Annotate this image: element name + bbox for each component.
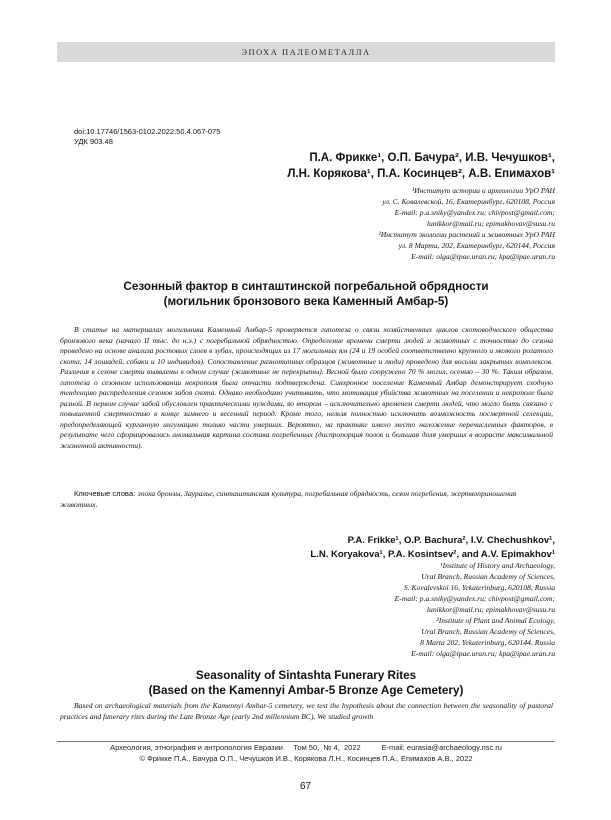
title-line: Сезонный фактор в синташтинской погребальной обрядности	[123, 280, 489, 293]
authors-line: P.A. Frikke¹, O.P. Bachura², I.V. Chechushkov¹,	[347, 535, 555, 546]
copyright: © Фрикке П.А., Бачура О.П., Чечушков И.В., Корякова Л.Н., Косинцев П.А., Епимахов А.В., 2022	[139, 753, 473, 763]
affiliation-line: ул. С. Ковалевской, 16, Екатеринбург, 620108, Россия	[382, 197, 555, 206]
affiliation-line: ²Институт экологии растений и животных УрО РАН	[378, 230, 555, 239]
affiliations-en	[395, 560, 555, 659]
affiliation-line: E-mail: p.a.sniky@yandex.ru; chivpost@gmail.com;	[394, 594, 555, 603]
affiliations-ru	[379, 185, 555, 262]
authors-line: Л.Н. Корякова¹, П.А. Косинцев², А.В. Епимахов¹	[287, 168, 555, 180]
affiliation-line: E-mail: olga@ipae.uran.ru; kpa@ipae.uran.ru	[411, 252, 555, 261]
article-title-ru	[57, 279, 555, 309]
udc-code: УДК 903.48	[74, 137, 113, 146]
affiliation-line: S. Kovalevskoi 16, Yekaterinburg, 620108, Russia	[403, 583, 555, 592]
abstract-en: Based on archaeological materials from the Kamennyi Ambar-5 cemetery, we test the hypothesis about the connection between the seasonality of pastoral practices and funerary rites during the Late Bronze Age (early 2nd millennium BC). We studied growth	[60, 701, 553, 721]
keywords-label: Ключевые слова:	[74, 489, 136, 498]
affiliation-line: ²Institute of Plant and Animal Ecology,	[436, 616, 555, 625]
page-footer	[57, 743, 555, 764]
authors-ru	[287, 150, 555, 182]
keywords-text: эпоха бронзы, Зауралье, синташтинская культура, погребальная обрядность, сезон погребения, жертвоприношения животных.	[60, 489, 517, 509]
authors-en	[310, 534, 555, 562]
footer-divider	[57, 741, 555, 742]
affiliation-line: Ural Branch, Russian Academy of Sciences,	[421, 627, 555, 636]
affiliation-line: lunikkor@mail.ru; epimakhovav@susu.ru	[426, 219, 555, 228]
affiliation-line: Ural Branch, Russian Academy of Sciences,	[421, 572, 555, 581]
article-identifiers	[74, 127, 220, 147]
section-banner: ЭПОХА ПАЛЕОМЕТАЛЛА	[57, 42, 555, 62]
affiliation-line: ул. 8 Марта, 202, Екатеринбург, 620144, Россия	[398, 241, 555, 250]
abstract-ru: В статье на материалах могильника Каменный Амбар-5 проверяется гипотеза о связи хозяйственных циклов скотоводческого общества бронзового века (начало II тыс. до н.э.) с погребальной обрядностью. Определение времени смерти людей и животных с точностью до сезона проведено на основе анализа ростовых слоев в зубах, происходящих из 17 могильных ям (24 и 19 особей соответственно крупного и мелкого рогатого скота, 14 лошадей, собаки и 10 индивидов). Сопоставление разнотипных образцов (животные и люди) проведено для восьми закрытых комплексов. Различия в сезоне смерти выявлены в одном случае (животные не перекрыты). Весной было сооружено 70 % могил, осенью – 30 %. Таким образом, гипотеза о сезонном использовании некрополя была отчасти подтверждена. Синхронное поселение Каменный Амбар демонстрирует сходную тенденцию распределения сезонов забоя скота. Однако необходимо учитывать, что мотивация убийства животных на поселении и некрополе была разной. В первом случае забой обусловлен практическими нуждами, во втором – исключительно временем смерти людей, что могло быть связано с повышенной смертностью в конце зимнего и весенний период. Кроме того, нельзя полностью исключить возможность посмертной селекции, предопределяющей курганную ингумацию только части умерших. Вероятно, на практике имело место наложение перечисленных факторов, в результате чего сформировалась аномальная картина состава погребенных (диспропорция полов и большая доля умерших в возрасте максимальной жизненной активности).	[60, 325, 553, 450]
journal-info: Археология, этнография и антропология Евразии Том 50, № 4, 2022 E-mail: eurasia@archaeology.nsc.ru	[110, 743, 502, 752]
doi: doi:10.17746/1563-0102.2022.50.4.067-075	[74, 127, 221, 136]
affiliation-line: E-mail: olga@ipae.uran.ru; kpa@ipae.uran.ru	[411, 649, 555, 658]
affiliation-line: ¹Институт истории и археологии УрО РАН	[411, 186, 555, 195]
title-line: (могильник бронзового века Каменный Амбар-5)	[163, 295, 449, 308]
article-title-en	[57, 668, 555, 698]
page-number: 67	[299, 781, 312, 792]
affiliation-line: ¹Institute of History and Archaeology,	[440, 561, 555, 570]
affiliation-line: lunikkor@mail.ru; epimakhovav@susu.ru	[426, 605, 555, 614]
authors-line: L.N. Koryakova¹, P.A. Kosintsev², and A.V. Epimakhov¹	[310, 549, 555, 560]
title-line: (Based on the Kamennyi Ambar-5 Bronze Age Cemetery)	[148, 684, 464, 697]
affiliation-line: E-mail: p.a.sniky@yandex.ru; chivpost@gmail.com;	[394, 208, 555, 217]
keywords-ru	[60, 489, 553, 510]
authors-line: П.А. Фрикке¹, О.П. Бачура², И.В. Чечушков¹,	[309, 152, 555, 164]
title-line: Seasonality of Sintashta Funerary Rites	[195, 669, 417, 682]
affiliation-line: 8 Marta 202, Yekaterinburg, 620144, Russia	[420, 638, 555, 647]
